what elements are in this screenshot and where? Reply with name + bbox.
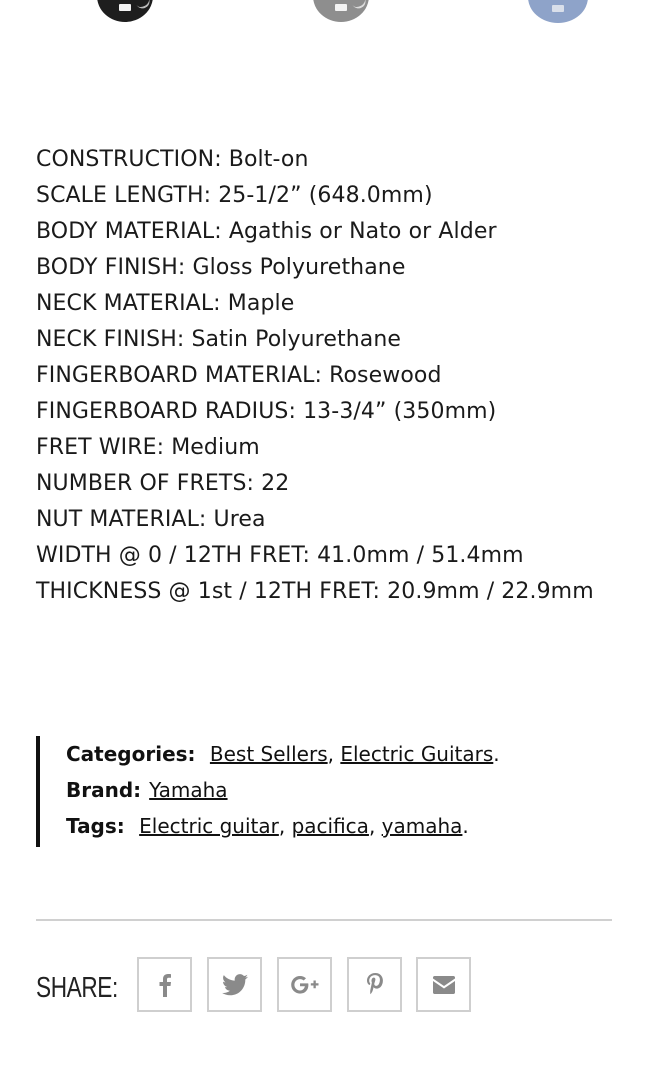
separator: , (278, 814, 292, 838)
twitter-icon (222, 974, 248, 996)
spec-neck-finish: NECK FINISH: Satin Polyurethane (36, 327, 402, 352)
share-label: SHARE: (36, 972, 118, 1004)
pinterest-icon (365, 972, 385, 998)
google-plus-icon (291, 973, 319, 997)
tags-row (66, 808, 596, 844)
spec-body-finish: BODY FINISH: Gloss Polyurethane (36, 255, 406, 280)
spec-width: WIDTH @ 0 / 12TH FRET: 41.0mm / 51.4mm (36, 543, 524, 568)
spec-construction: CONSTRUCTION: Bolt-on (36, 147, 309, 172)
swatch-plate (335, 4, 347, 11)
categories-row (66, 736, 596, 772)
terminator: . (462, 814, 469, 838)
tag-link-pacifica[interactable]: pacifica (291, 814, 369, 838)
color-swatch-blue[interactable] (528, 0, 588, 23)
color-swatch-black[interactable] (97, 0, 153, 22)
separator: , (327, 742, 341, 766)
share-twitter-button[interactable] (207, 957, 262, 1012)
spec-neck-material: NECK MATERIAL: Maple (36, 291, 295, 316)
divider (36, 919, 612, 921)
spec-number-of-frets: NUMBER OF FRETS: 22 (36, 471, 290, 496)
category-link-best-sellers[interactable]: Best Sellers (209, 742, 328, 766)
spec-body-material: BODY MATERIAL: Agathis or Nato or Alder (36, 219, 497, 244)
tag-link-yamaha[interactable]: yamaha (381, 814, 463, 838)
spec-nut-material: NUT MATERIAL: Urea (36, 507, 266, 532)
envelope-icon (431, 975, 457, 995)
tags-label: Tags: (66, 814, 125, 838)
tag-link-electric-guitar[interactable]: Electric guitar (139, 814, 279, 838)
color-swatch-grey[interactable] (313, 0, 369, 22)
brand-row (66, 772, 596, 808)
share-pinterest-button[interactable] (347, 957, 402, 1012)
brand-label: Brand: (66, 778, 142, 802)
spec-thickness: THICKNESS @ 1st / 12TH FRET: 20.9mm / 22.9mm (36, 579, 594, 604)
share-facebook-button[interactable] (137, 957, 192, 1012)
spec-fingerboard-radius: FINGERBOARD RADIUS: 13-3/4” (350mm) (36, 399, 497, 424)
separator: , (368, 814, 382, 838)
spec-fret-wire: FRET WIRE: Medium (36, 435, 260, 460)
color-swatches (0, 0, 648, 40)
facebook-icon (158, 973, 172, 997)
spec-scale-length: SCALE LENGTH: 25-1/2” (648.0mm) (36, 183, 433, 208)
specifications-list (36, 142, 594, 610)
terminator: . (493, 742, 500, 766)
brand-link[interactable]: Yamaha (149, 778, 228, 802)
product-meta (36, 736, 596, 847)
share-email-button[interactable] (416, 957, 471, 1012)
spec-fingerboard-material: FINGERBOARD MATERIAL: Rosewood (36, 363, 442, 388)
share-google-plus-button[interactable] (277, 957, 332, 1012)
swatch-plate (119, 4, 131, 11)
swatch-plate (552, 5, 564, 12)
category-link-electric-guitars[interactable]: Electric Guitars (340, 742, 494, 766)
categories-label: Categories: (66, 742, 196, 766)
